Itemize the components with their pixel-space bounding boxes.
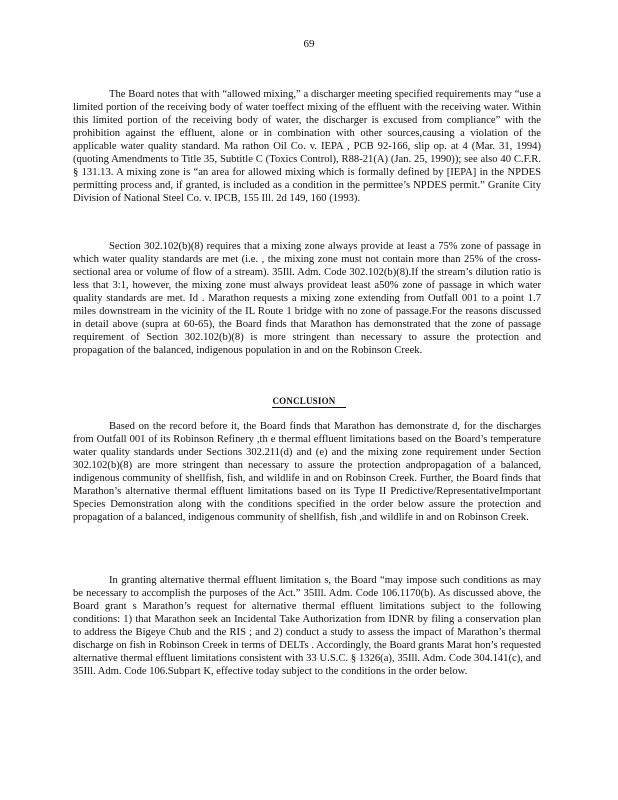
paragraph-allowed-mixing bbox=[73, 88, 541, 205]
section-heading bbox=[0, 395, 618, 408]
paragraph-zone-of-passage bbox=[73, 240, 541, 357]
page-number: 69 bbox=[303, 38, 315, 50]
section-heading-text: CONCLUSION bbox=[272, 396, 345, 408]
paragraph-text: Section 302.102(b)(8) requires that a mixing zone always provide at least a 75% zone of passage in which water quality standards are met (i.e. , the mixing zone must not contain more than 25% of the cross-sectional area or volume of flow of a stream). 35Ill. Adm. Code 302.102(b)(8).If the stream’s dilution ratio is less that 3:1, however, the mixing zone must always provideat least a50% zone of passage in which water quality standards are met. Id . Marathon requests a mixing zone extending from Outfall 001 to a point 1.7 miles downstream in the vicinity of the IL Route 1 bridge with no zone of passage.For the reasons discussed in detail above (supra at 60-65), the Board finds that Marathon has demonstrated that the zone of passage requirement of Section 302.102(b)(8) is more stringent than necessary to assure the protection and propagation of the balanced, indigenous population in and on the Robinson Creek. bbox=[73, 241, 541, 356]
paragraph-conclusion-findings bbox=[73, 420, 541, 524]
paragraph-conditions bbox=[73, 574, 541, 678]
paragraph-text: Based on the record before it, the Board finds that Marathon has demonstrate d, for the discharges from Outfall 001 of its Robinson Refinery ,th e thermal effluent limitations based on the Board’s temperature water quality standards under Sections 302.211(d) and (e) and the mixing zone requirement under Section 302.102(b)(8) are more stringent than necessary to assure the protection andpropagation of a balanced, indigenous community of shellfish, fish, and wildlife in and on Robinson Creek. Further, the Board finds that Marathon’s alternative thermal effluent limitations based on its Type II Predictive/RepresentativeImportant Species Demonstration along with the conditions specified in the order below assure the protection and propagation of a balanced, indigenous community of shellfish, fish ,and wildlife in and on Robinson Creek. bbox=[73, 421, 541, 523]
paragraph-text: In granting alternative thermal effluent limitation s, the Board “may impose such conditions as may be necessary to accomplish the purposes of the Act.” 35Ill. Adm. Code 106.1170(b). As discussed above, the Board grant s Marathon’s request for alternative thermal effluent limitations subject to the following conditions: 1) that Marathon seek an Incidental Take Authorization from IDNR by filing a conservation plan to address the Bigeye Chub and the RIS ; and 2) conduct a study to assess the impact of Marathon’s thermal discharge on fish in Robinson Creek in terms of DELTs . Accordingly, the Board grants Marat hon’s requested alternative thermal effluent limitations consistent with 33 U.S.C. § 1326(a), 35Ill. Adm. Code 304.141(c), and 35Ill. Adm. Code 106.Subpart K, effective today subject to the conditions in the order below. bbox=[73, 575, 541, 677]
paragraph-text: The Board notes that with “allowed mixing,” a discharger meeting specified requirements may “use a limited portion of the receiving body of water toeffect mixing of the effluent with the receiving water. Within this limited portion of the receiving body of water, the discharger is excused from compliance” with the prohibition against the effluent, alone or in combination with other sources,causing a violation of the applicable water quality standard. Ma rathon Oil Co. v. IEPA , PCB 92-166, slip op. at 4 (Mar. 31, 1994) (quoting Amendments to Title 35, Subtitle C (Toxics Control), R88-21(A) (Jan. 25, 1990)); see also 40 C.F.R. § 131.13. A mixing zone is “an area for allowed mixing which is formally defined by [IEPA] in the NPDES permitting process and, if granted, is included as a condition in the permittee’s NPDES permit.” Granite City Division of National Steel Co. v. IPCB, 155 Ill. 2d 149, 160 (1993). bbox=[73, 89, 541, 204]
